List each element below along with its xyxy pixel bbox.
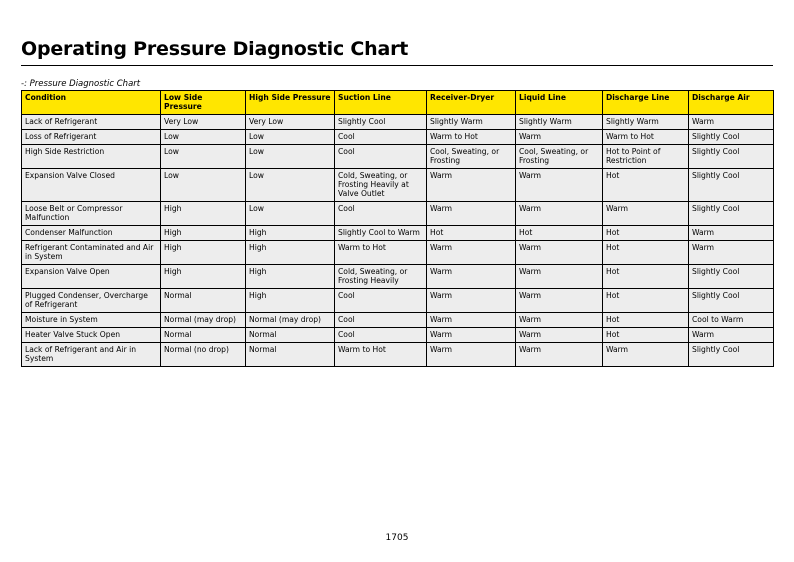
table-cell: Warm [516, 202, 603, 226]
condition-cell: Expansion Valve Closed [22, 169, 161, 202]
table-cell: Normal (no drop) [161, 343, 246, 367]
table-cell: Cold, Sweating, or Frosting Heavily at Valve Outlet [335, 169, 427, 202]
table-row [22, 145, 774, 169]
pressure-diagnostic-table [21, 90, 774, 367]
table-row [22, 130, 774, 145]
table-row [22, 169, 774, 202]
condition-cell: Loss of Refrigerant [22, 130, 161, 145]
table-cell: Hot [603, 169, 689, 202]
table-cell: Slightly Cool [689, 169, 774, 202]
table-cell: Slightly Warm [427, 115, 516, 130]
table-cell: Cool, Sweating, or Frosting [516, 145, 603, 169]
table-cell: High [161, 265, 246, 289]
table-row [22, 265, 774, 289]
table-cell: Normal [246, 328, 335, 343]
title-divider [21, 65, 773, 66]
table-cell: High [161, 226, 246, 241]
table-cell: Warm [427, 343, 516, 367]
table-cell: High [161, 241, 246, 265]
column-header: Discharge Line [603, 91, 689, 115]
condition-cell: Condenser Malfunction [22, 226, 161, 241]
table-cell: Low [246, 145, 335, 169]
table-cell: Hot [603, 226, 689, 241]
table-cell: Warm to Hot [427, 130, 516, 145]
table-cell: Warm [516, 289, 603, 313]
table-cell: Warm to Hot [335, 343, 427, 367]
column-header: Receiver-Dryer [427, 91, 516, 115]
table-cell: Very Low [246, 115, 335, 130]
table-cell: Warm [516, 241, 603, 265]
table-cell: Slightly Cool [689, 265, 774, 289]
column-header: Discharge Air [689, 91, 774, 115]
table-cell: High [161, 202, 246, 226]
table-cell: Slightly Cool [689, 145, 774, 169]
table-cell: Hot [603, 313, 689, 328]
column-header: Liquid Line [516, 91, 603, 115]
table-cell: Low [246, 130, 335, 145]
table-cell: Slightly Cool [689, 202, 774, 226]
table-cell: Warm to Hot [603, 130, 689, 145]
table-cell: Low [246, 202, 335, 226]
table-cell: Warm [516, 130, 603, 145]
column-header: High Side Pressure [246, 91, 335, 115]
column-header: Suction Line [335, 91, 427, 115]
table-cell: High [246, 241, 335, 265]
table-cell: Slightly Warm [603, 115, 689, 130]
table-cell: Low [161, 169, 246, 202]
table-row [22, 115, 774, 130]
table-cell: Warm [516, 265, 603, 289]
condition-cell: High Side Restriction [22, 145, 161, 169]
table-cell: Low [246, 169, 335, 202]
table-cell: Normal [161, 328, 246, 343]
table-cell: Normal [246, 343, 335, 367]
table-caption: -: Pressure Diagnostic Chart [21, 79, 141, 89]
table-header-row [22, 91, 774, 115]
table-cell: Hot [427, 226, 516, 241]
table-cell: Warm [427, 289, 516, 313]
table-cell: Normal (may drop) [161, 313, 246, 328]
table-cell: Cool [335, 130, 427, 145]
table-cell: Cool to Warm [689, 313, 774, 328]
column-header: Low Side Pressure [161, 91, 246, 115]
table-cell: Warm [427, 328, 516, 343]
table-cell: Slightly Cool [689, 289, 774, 313]
table-cell: Cool [335, 313, 427, 328]
page-number: 1705 [385, 533, 409, 543]
table-cell: Warm [603, 202, 689, 226]
condition-cell: Moisture in System [22, 313, 161, 328]
column-header: Condition [22, 91, 161, 115]
table-cell: Hot [516, 226, 603, 241]
table-cell: Slightly Cool to Warm [335, 226, 427, 241]
table-cell: Cool, Sweating, or Frosting [427, 145, 516, 169]
table-cell: Normal (may drop) [246, 313, 335, 328]
table-cell: Very Low [161, 115, 246, 130]
table-cell: Cool [335, 202, 427, 226]
table-cell: Warm [427, 265, 516, 289]
table-cell: Slightly Cool [689, 130, 774, 145]
table-cell: Slightly Warm [516, 115, 603, 130]
table-cell: Warm [516, 328, 603, 343]
table-cell: Warm [516, 169, 603, 202]
condition-cell: Expansion Valve Open [22, 265, 161, 289]
table-row [22, 202, 774, 226]
table-cell: Warm [427, 202, 516, 226]
table-cell: Warm [427, 313, 516, 328]
condition-cell: Lack of Refrigerant [22, 115, 161, 130]
table-cell: Cool [335, 145, 427, 169]
table-cell: Warm [516, 313, 603, 328]
page-title: Operating Pressure Diagnostic Chart [21, 38, 409, 60]
condition-cell: Loose Belt or Compressor Malfunction [22, 202, 161, 226]
table-row [22, 226, 774, 241]
table-cell: Hot to Point of Restriction [603, 145, 689, 169]
table-cell: Warm [427, 241, 516, 265]
table-row [22, 241, 774, 265]
table-cell: Warm [516, 343, 603, 367]
table-cell: High [246, 289, 335, 313]
condition-cell: Heater Valve Stuck Open [22, 328, 161, 343]
table-cell: Hot [603, 241, 689, 265]
table-cell: Low [161, 145, 246, 169]
table-row [22, 313, 774, 328]
table-row [22, 289, 774, 313]
table-cell: Cool [335, 328, 427, 343]
table-row [22, 328, 774, 343]
table-cell: Hot [603, 328, 689, 343]
table-row [22, 343, 774, 367]
condition-cell: Plugged Condenser, Overcharge of Refrigerant [22, 289, 161, 313]
table-cell: Warm to Hot [335, 241, 427, 265]
table-cell: High [246, 226, 335, 241]
table-cell: Warm [603, 343, 689, 367]
table-cell: Cold, Sweating, or Frosting Heavily [335, 265, 427, 289]
table-cell: Cool [335, 289, 427, 313]
table-cell: Warm [689, 115, 774, 130]
table-cell: Slightly Cool [689, 343, 774, 367]
condition-cell: Lack of Refrigerant and Air in System [22, 343, 161, 367]
table-cell: Low [161, 130, 246, 145]
table-cell: Warm [689, 328, 774, 343]
table-cell: Hot [603, 265, 689, 289]
table-cell: Warm [689, 226, 774, 241]
condition-cell: Refrigerant Contaminated and Air in System [22, 241, 161, 265]
table-cell: Warm [427, 169, 516, 202]
table-cell: Normal [161, 289, 246, 313]
table-cell: Hot [603, 289, 689, 313]
table-cell: Slightly Cool [335, 115, 427, 130]
table-cell: Warm [689, 241, 774, 265]
table-cell: High [246, 265, 335, 289]
